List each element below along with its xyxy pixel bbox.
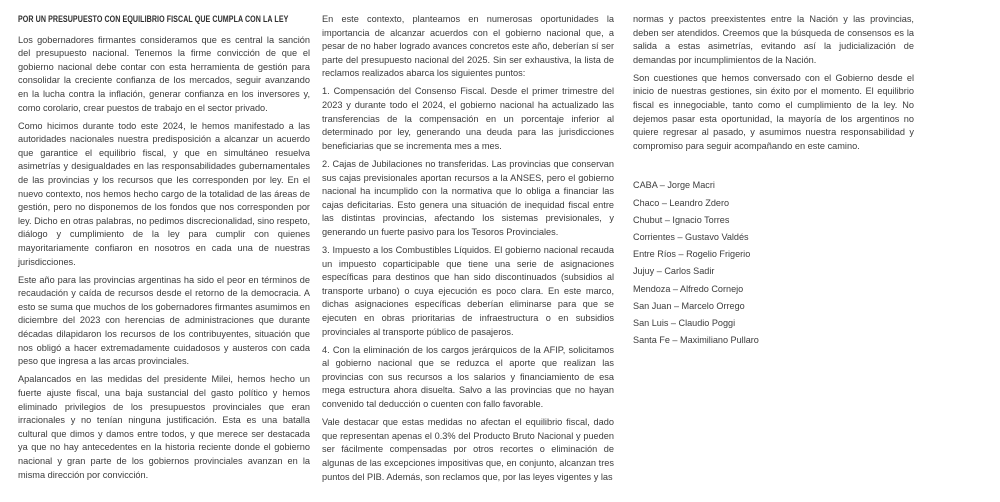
column-left (18, 13, 310, 487)
signatory-line: CABA – Jorge Macri (633, 180, 715, 191)
document-title: POR UN PRESUPUESTO CON EQUILIBRIO FISCAL QUE CUMPLA CON LA LEY (18, 14, 289, 25)
signatory-line: Mendoza – Alfredo Cornejo (633, 283, 744, 294)
paragraph-claim-4: 4. Con la eliminación de los cargos jerárquicos de la AFIP, solicitamos al gobierno nacional que se reduzca el aporte que realizan las provincias con sus recursos a los salarios y financiamiento de esa mega estructura ahora disuelta. Salvo a las provincias que no hayan convenido tal deducción o cuenten con fallo favorable. (322, 344, 614, 410)
paragraph: normas y pactos preexistentes entre la Nación y las provincias, deben ser atendidos. Creemos que la búsqueda de consensos es la salida a estas asimetrías, evitando así la judicialización de demandas por incumplimientos de la Nación. (633, 14, 914, 65)
paragraph: Vale destacar que estas medidas no afectan el equilibrio fiscal, dado que representan apenas el 0.3% del Producto Bruto Nacional y pueden ser fácilmente compensadas por otros recortes o eliminación de algunas de las excepciones impositivas que, en conjunto, alcanzan tres puntos del PIB. Además, son reclamos que, por las leyes vigentes y las (322, 417, 614, 482)
signatory-line: San Juan – Marcelo Orrego (633, 300, 745, 311)
signatory-line: Jujuy – Carlos Sadir (633, 266, 715, 277)
paragraph: Son cuestiones que hemos conversado con el Gobierno desde el inicio de nuestras gestiones, sin éxito por el momento. El equilibrio fiscal es innegociable, tanto como el cumplimiento de la ley. No dejemos pasar esta oportunidad, la mayoría de los argentinos no quiere regresar al pasado, y asumimos nuestra responsabilidad y compromiso para seguir acompañando en este camino. (633, 72, 914, 151)
signatories-list (633, 180, 914, 345)
paragraph-claim-1: 1. Compensación del Consenso Fiscal. Desde el primer trimestre del 2023 y durante todo el 2024, el gobierno nacional ha actualizado las transferencias de la compensación en un porcentaje inferior al determinado por ley, generando una deuda para las jurisdicciones beneficiarias que se incrementa mes a mes. (322, 86, 614, 151)
column-middle (322, 13, 614, 489)
signatory-line: San Luis – Claudio Poggi (633, 317, 736, 328)
paragraph: Apalancados en las medidas del presidente Milei, hemos hecho un fuerte ajuste fiscal, una baja sustancial del gasto político y hemos eliminado privilegios de los presupuestos provinciales que eran irracionales y no tenían ninguna justificación. Esta es una batalla cultural que dimos y damos entre todos, y que merece ser destacada ya que no hay antecedentes en la historia reciente donde el gobierno nacional y gran parte de los gobiernos provinciales avanzan en la misma dirección por convicción. (18, 374, 310, 480)
signatory-line: Chaco – Leandro Zdero (633, 197, 730, 208)
signatory-line: Corrientes – Gustavo Valdés (633, 232, 749, 242)
column-right (633, 13, 914, 352)
signatory-line: Santa Fe – Maximiliano Pullaro (633, 335, 759, 346)
paragraph: Como hicimos durante todo este 2024, le hemos manifestado a las autoridades nacionales nuestra predisposición a alcanzar un acuerdo que garantice el equilibrio fiscal, y que en simultáneo resuelva asimetrías y desigualdades en las responsabilidades gubernamentales de las provincias y los recursos que les corresponden por ley. En el nuevo contexto, nos hemos hecho cargo de la totalidad de las áreas de gestión, pero no disponemos de los fondos que nos corresponden por ley. Dicho en otras palabras, no pedimos discrecionalidad, sino respeto, diálogo y cumplimiento de la ley para cumplir con quienes mayoritariamente confiaron en nosotros en cada una de nuestras jurisdicciones. (18, 120, 310, 267)
paragraph-claim-3: 3. Impuesto a los Combustibles Líquidos. El gobierno nacional recauda un impuesto coparticipable que tiene una serie de asignaciones específicas para destinos que han sido discontinuados (subsidios al transporte urbano) o cuya ejecución es poco clara. En este marco, dichas asignaciones específicas deberían eliminarse para que se ejecuten en obras prioritarias de infraestructura o en subsidios provinciales al transporte público de pasajeros. (322, 245, 614, 337)
paragraph-claim-2: 2. Cajas de Jubilaciones no transferidas. Las provincias que conservan sus cajas previsionales aportan recursos a la ANSES, pero el gobierno nacional ha incumplido con la normativa que lo obliga a financiar las cajas deficitarias. Esto genera una situación de inequidad fiscal entre las distintas provincias, afectando los sistemas previsionales, y generando un fuerte pasivo para los Tesoros Provinciales. (322, 158, 614, 237)
paragraph: En este contexto, planteamos en numerosas oportunidades la importancia de alcanzar acuerdos con el gobierno nacional que, a pesar de no haber logrado avances concretos este año, deberían sí ser parte del presupuesto nacional del 2025. Sin ser exhaustiva, la lista de reclamos realizados abarca los siguientes puntos: (322, 14, 614, 79)
paragraph: Este año para las provincias argentinas ha sido el peor en términos de recaudación y caída de recursos desde el retorno de la democracia. A esto se suma que muchos de los gobernadores firmantes asumimos en diciembre del 2023 con herencias de administraciones que durante décadas dilapidaron los recursos de los contribuyentes, situación que nos obligó a hacer extremadamente cuidadosos y austeros con cada peso que ingresa a las arcas provinciales. (18, 274, 310, 367)
signatory-line: Chubut – Ignacio Torres (633, 214, 730, 225)
paragraph: Los gobernadores firmantes consideramos que es central la sanción del presupuesto nacional. Tenemos la firme convicción de que el gobierno nacional debe contar con esta herramienta de gestión para consolidar la creciente confianza de los mercados, seguir avanzando en la lucha contra la inflación, generar confianza en los inversores y, como corolario, crear puestos de trabajo en el sector privado. (18, 34, 310, 113)
signatory-line: Entre Ríos – Rogelio Frigerio (633, 249, 751, 260)
